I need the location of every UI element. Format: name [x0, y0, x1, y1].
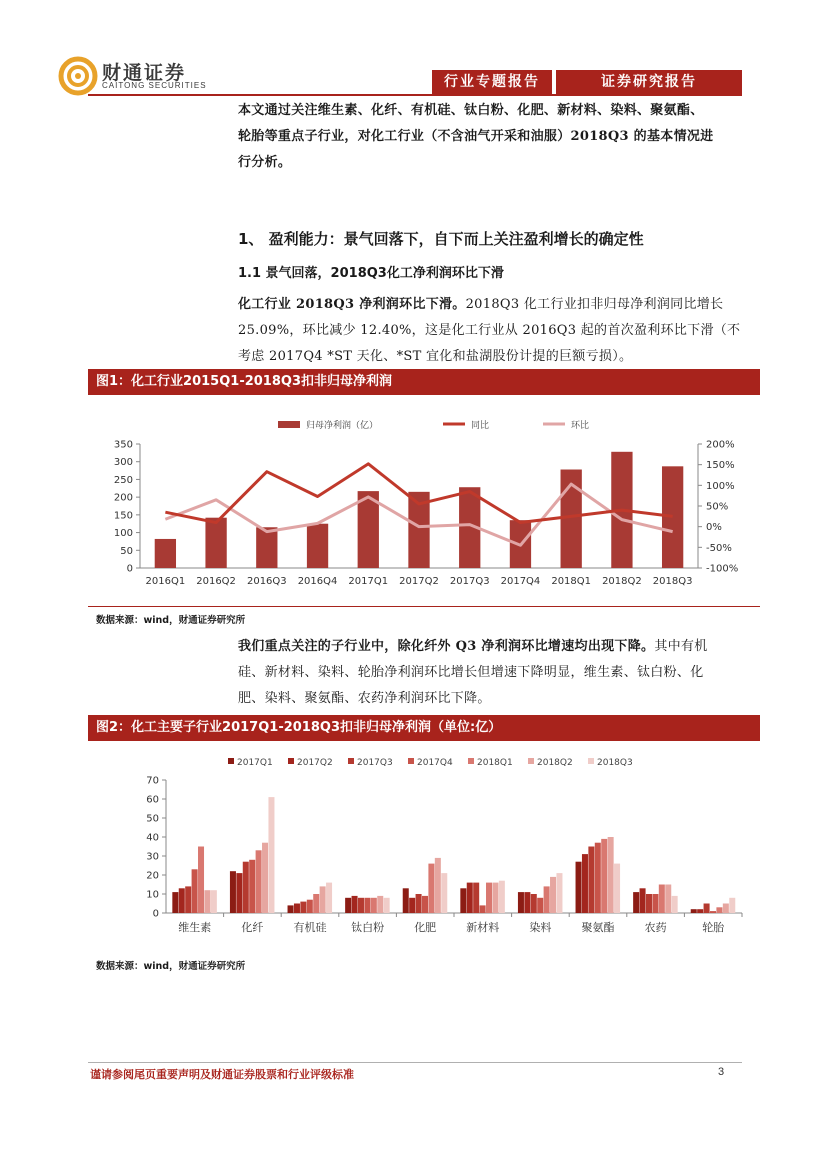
bar-化纤-2017Q1 — [230, 871, 236, 913]
y-tick-label-right-3: 50% — [706, 501, 729, 513]
legend-swatch-2017Q2 — [288, 758, 294, 764]
bar-农药-2018Q1 — [659, 885, 665, 914]
logo-emblem-icon — [58, 56, 98, 96]
x-tick-label-6: 2017Q3 — [449, 576, 490, 587]
legend-label-2018Q2: 2018Q2 — [537, 758, 573, 768]
bar-染料-2017Q4 — [537, 898, 543, 913]
para1-line-1: 2018Q3 化工行业扣非归母净利润同比增长 — [465, 297, 724, 312]
report-category-tag: 证券研究报告 — [556, 70, 742, 94]
legend-label-2017Q2: 2017Q2 — [297, 758, 333, 768]
x-tick-label-0: 2016Q1 — [145, 576, 186, 587]
figure-2-source: 数据来源：wind，财通证券研究所 — [96, 961, 246, 972]
figure-1-title: 图1：化工行业2015Q1-2018Q3扣非归母净利润 — [88, 369, 760, 395]
legend-label-2018Q1: 2018Q1 — [477, 758, 513, 768]
bar-化肥-2018Q1 — [428, 864, 434, 913]
legend-label-2018Q3: 2018Q3 — [597, 758, 633, 768]
bar-新材料-2017Q1 — [460, 888, 466, 913]
y-tick-label-right-4: 100% — [706, 480, 735, 492]
bar-聚氨酯-2018Q1 — [601, 839, 607, 913]
para2-line-3: 肥、染料、聚氨酯、农药净利润环比下降。 — [238, 691, 491, 706]
logo-text-en: CAITONG SECURITIES — [102, 81, 207, 90]
logo-text-cn: 财通证券 — [102, 62, 187, 84]
bar-钛白粉-2017Q1 — [345, 898, 351, 913]
bar-化纤-2018Q2 — [262, 843, 268, 913]
bar-轮胎-2018Q3 — [729, 898, 735, 913]
section-heading-1-1: 1.1 景气回落，2018Q3化工净利润环比下滑 — [238, 266, 504, 281]
bar-新材料-2017Q4 — [480, 905, 486, 913]
legend-swatch-2017Q4 — [408, 758, 414, 764]
body-paragraph-1 — [238, 292, 744, 370]
intro-line-1: 本文通过关注维生素、化纤、有机硅、钛白粉、化肥、新材料、染料、聚氨酯、 — [238, 103, 704, 118]
bar-2016Q4 — [307, 524, 328, 568]
footer-disclaimer: 谨请参阅尾页重要声明及财通证券股票和行业评级标准 — [90, 1068, 354, 1081]
bar-有机硅-2018Q3 — [326, 883, 332, 913]
legend-label-1: 同比 — [471, 421, 490, 431]
body-paragraph-2 — [238, 634, 744, 712]
bar-钛白粉-2018Q1 — [371, 898, 377, 913]
bar-有机硅-2018Q2 — [320, 886, 326, 913]
bar-轮胎-2017Q2 — [697, 909, 703, 913]
bar-化纤-2018Q1 — [256, 850, 262, 913]
bar-染料-2017Q2 — [524, 892, 530, 913]
para2-line-2: 硅、新材料、染料、轮胎净利润环比增长但增速下降明显，维生素、钛白粉、化 — [238, 665, 704, 680]
bar-新材料-2017Q3 — [473, 883, 479, 913]
bar-有机硅-2017Q3 — [300, 902, 306, 913]
para1-line-3: 考虑 2017Q4 *ST 天化、*ST 宜化和盐湖股份计提的巨额亏损）。 — [238, 349, 633, 364]
y-tick-label-2: 20 — [146, 870, 159, 882]
bar-轮胎-2017Q1 — [691, 909, 697, 913]
bar-化纤-2018Q3 — [268, 797, 274, 913]
x-tick-label-1: 2016Q2 — [196, 576, 236, 587]
header-rule — [88, 94, 742, 96]
bar-聚氨酯-2017Q3 — [588, 847, 594, 914]
para1-lead: 化工行业 2018Q3 净利润环比下滑。 — [238, 297, 466, 312]
legend-label-2017Q3: 2017Q3 — [357, 758, 393, 768]
bar-聚氨酯-2017Q2 — [582, 854, 588, 913]
bar-有机硅-2018Q1 — [313, 894, 319, 913]
bar-钛白粉-2018Q3 — [384, 898, 390, 913]
bar-有机硅-2017Q2 — [294, 904, 300, 914]
x-tick-label-8: 2018Q1 — [551, 576, 592, 587]
bar-化肥-2017Q4 — [422, 896, 428, 913]
para1-line-2: 25.09%，环比减少 12.40%，这是化工行业从 2016Q3 起的首次盈利环比下滑（不 — [238, 323, 741, 338]
legend-swatch-0 — [278, 421, 300, 428]
y-tick-label-4: 40 — [146, 832, 159, 844]
bar-维生素-2017Q2 — [179, 888, 185, 913]
intro-paragraph — [238, 98, 744, 176]
x-tick-label-4: 2017Q1 — [348, 576, 389, 587]
bar-钛白粉-2018Q2 — [377, 896, 383, 913]
y-tick-label-3: 30 — [146, 851, 159, 863]
x-tick-label-4: 化肥 — [414, 921, 437, 934]
bar-2016Q1 — [155, 539, 176, 568]
bar-维生素-2017Q1 — [172, 892, 178, 913]
para2-lead: 我们重点关注的子行业中，除化纤外 Q3 净利润环比增速均出现下降。 — [238, 639, 655, 654]
bar-轮胎-2018Q1 — [716, 907, 722, 913]
y-tick-label-left-1: 50 — [120, 545, 133, 557]
figure-2-title: 图2：化工主要子行业2017Q1-2018Q3扣非归母净利润（单位:亿） — [88, 715, 760, 741]
bar-化肥-2017Q1 — [403, 888, 409, 913]
bar-维生素-2017Q3 — [185, 886, 191, 913]
company-logo — [58, 56, 228, 94]
figure-1-rule — [88, 606, 760, 607]
bar-新材料-2018Q1 — [486, 883, 492, 913]
bar-农药-2017Q4 — [652, 894, 658, 913]
x-tick-label-7: 2017Q4 — [500, 576, 541, 587]
legend-label-2: 环比 — [571, 421, 590, 431]
bar-有机硅-2017Q1 — [288, 905, 294, 913]
bar-轮胎-2018Q2 — [723, 904, 729, 914]
x-tick-label-7: 聚氨酯 — [581, 921, 615, 934]
bar-染料-2017Q1 — [518, 892, 524, 913]
legend-swatch-2017Q3 — [348, 758, 354, 764]
y-tick-label-right-1: -50% — [706, 542, 732, 554]
bar-农药-2018Q3 — [672, 896, 678, 913]
bar-染料-2018Q3 — [556, 873, 562, 913]
y-tick-label-left-7: 350 — [113, 439, 133, 451]
x-tick-label-9: 2018Q2 — [602, 576, 642, 587]
figure-2-chart — [88, 746, 760, 948]
y-tick-label-right-6: 200% — [706, 439, 735, 451]
y-tick-label-left-2: 100 — [113, 528, 133, 540]
bar-钛白粉-2017Q2 — [352, 896, 358, 913]
y-tick-label-left-6: 300 — [113, 457, 133, 469]
x-tick-label-3: 2016Q4 — [297, 576, 338, 587]
bar-钛白粉-2017Q3 — [358, 898, 364, 913]
bar-有机硅-2017Q4 — [307, 900, 313, 913]
bar-2018Q3 — [662, 466, 683, 568]
bar-新材料-2018Q3 — [499, 881, 505, 913]
legend-swatch-2017Q1 — [228, 758, 234, 764]
x-tick-label-10: 2018Q3 — [652, 576, 693, 587]
report-type-tag: 行业专题报告 — [432, 70, 552, 94]
y-tick-label-1: 10 — [146, 889, 159, 901]
bar-维生素-2018Q2 — [204, 890, 210, 913]
bar-聚氨酯-2017Q4 — [595, 843, 601, 913]
y-tick-label-left-0: 0 — [126, 563, 133, 575]
bar-聚氨酯-2018Q2 — [608, 837, 614, 913]
y-tick-label-5: 50 — [146, 813, 159, 825]
y-tick-label-0: 0 — [152, 908, 159, 920]
bar-2016Q2 — [205, 518, 226, 568]
x-tick-label-6: 染料 — [529, 921, 552, 934]
x-tick-label-5: 2017Q2 — [399, 576, 439, 587]
bar-染料-2017Q3 — [531, 894, 537, 913]
bar-新材料-2017Q2 — [467, 883, 473, 913]
legend-label-2017Q1: 2017Q1 — [237, 758, 273, 768]
bar-钛白粉-2017Q4 — [364, 898, 370, 913]
intro-line-3: 行分析。 — [238, 155, 292, 170]
x-tick-label-1: 化纤 — [241, 921, 264, 934]
x-tick-label-8: 农药 — [644, 921, 667, 934]
bar-维生素-2018Q1 — [198, 847, 204, 914]
bar-化肥-2018Q2 — [435, 858, 441, 913]
x-tick-label-5: 新材料 — [466, 921, 500, 934]
bar-轮胎-2017Q4 — [710, 911, 716, 913]
bar-农药-2017Q3 — [646, 894, 652, 913]
bar-化纤-2017Q4 — [249, 860, 255, 913]
x-tick-label-9: 轮胎 — [702, 921, 725, 934]
legend-label-0: 归母净利润（亿） — [306, 421, 379, 431]
x-tick-label-2: 有机硅 — [293, 921, 327, 934]
bar-农药-2018Q2 — [665, 885, 671, 914]
y-tick-label-6: 60 — [146, 794, 159, 806]
bar-维生素-2018Q3 — [211, 890, 217, 913]
legend-label-2017Q4: 2017Q4 — [417, 758, 453, 768]
bar-化肥-2017Q2 — [409, 898, 415, 913]
bar-化纤-2017Q2 — [236, 873, 242, 913]
bar-化纤-2017Q3 — [243, 862, 249, 913]
section-heading-1: 1、 盈利能力：景气回落下，自下而上关注盈利增长的确定性 — [238, 230, 644, 248]
intro-line-2: 轮胎等重点子行业，对化工行业（不含油气开采和油服）2018Q3 的基本情况进 — [238, 129, 714, 144]
bar-染料-2018Q1 — [544, 886, 550, 913]
figure-1-chart — [88, 404, 760, 604]
bar-轮胎-2017Q3 — [704, 904, 710, 914]
legend-swatch-2018Q3 — [588, 758, 594, 764]
bar-聚氨酯-2017Q1 — [576, 862, 582, 913]
y-tick-label-left-4: 200 — [113, 492, 133, 504]
bar-维生素-2017Q4 — [192, 869, 198, 913]
figure-1-source: 数据来源：wind，财通证券研究所 — [96, 615, 246, 626]
bar-化肥-2018Q3 — [441, 873, 447, 913]
bar-聚氨酯-2018Q3 — [614, 864, 620, 913]
x-tick-label-3: 钛白粉 — [351, 921, 385, 934]
page-number: 3 — [718, 1066, 725, 1078]
y-tick-label-right-2: 0% — [706, 522, 722, 534]
bar-新材料-2018Q2 — [492, 883, 498, 913]
y-tick-label-right-5: 150% — [706, 460, 735, 472]
para2-line-1: 其中有机 — [654, 639, 708, 654]
legend-swatch-2018Q1 — [468, 758, 474, 764]
y-tick-label-left-5: 250 — [113, 474, 133, 486]
x-tick-label-2: 2016Q3 — [246, 576, 287, 587]
bar-化肥-2017Q3 — [416, 894, 422, 913]
bar-染料-2018Q2 — [550, 877, 556, 913]
bar-2016Q3 — [256, 527, 277, 568]
y-tick-label-7: 70 — [146, 775, 159, 787]
bar-农药-2017Q1 — [633, 892, 639, 913]
bar-农药-2017Q2 — [640, 888, 646, 913]
footer-rule — [88, 1062, 742, 1063]
legend-swatch-2018Q2 — [528, 758, 534, 764]
y-tick-label-right-0: -100% — [706, 563, 739, 575]
x-tick-label-0: 维生素 — [178, 921, 212, 934]
y-tick-label-left-3: 150 — [113, 510, 133, 522]
